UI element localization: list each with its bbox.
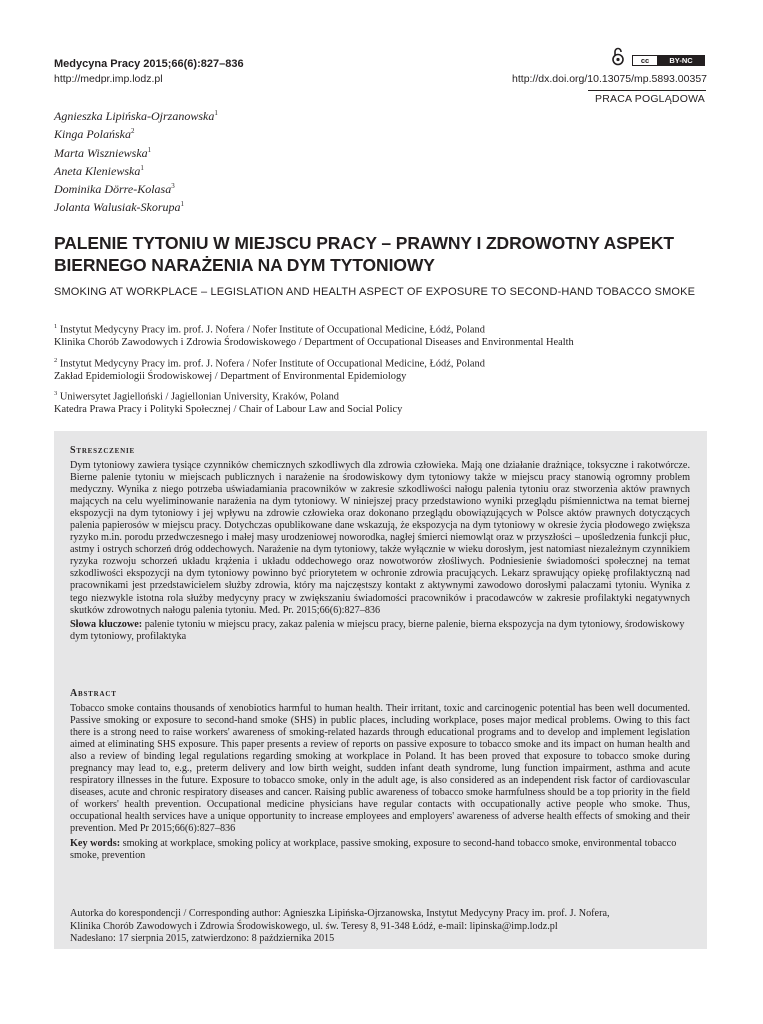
license-label: BY-NC bbox=[658, 56, 704, 65]
streszczenie-section bbox=[70, 445, 690, 643]
keywords-en bbox=[70, 838, 690, 862]
article-title-polish: PALENIE TYTONIU W MIEJSCU PRACY – PRAWNY I ZDROWOTNY ASPEKT BIERNEGO NARAŻENIA NA DYM TYTONIOWY bbox=[54, 233, 674, 275]
author-name: Dominika Dörre-Kolasa bbox=[54, 182, 172, 197]
affiliation-institution: Instytut Medycyny Pracy im. prof. J. Nofera / Nofer Institute of Occupational Medicine, Łódź, Poland bbox=[57, 358, 485, 370]
author-affiliation-mark: 1 bbox=[180, 200, 185, 209]
affiliation-number: 3 bbox=[54, 390, 58, 398]
article-type-label: PRACA POGLĄDOWA bbox=[595, 93, 705, 105]
author-name: Jolanta Walusiak-Skorupa bbox=[54, 200, 181, 215]
affiliation bbox=[54, 321, 714, 350]
author bbox=[54, 106, 218, 124]
keywords-pl-list: palenie tytoniu w miejscu pracy, zakaz palenia w miejscu pracy, bierne palenie, bierna ekspozycja na dym tytoniowy, środowiskowy dym tytoniowy, profilaktyka bbox=[70, 618, 685, 642]
doi-link[interactable]: http://dx.doi.org/10.13075/mp.5893.00357 bbox=[512, 73, 707, 85]
author-list bbox=[54, 106, 218, 216]
cc-license-badge[interactable] bbox=[632, 55, 705, 66]
journal-citation: Medycyna Pracy 2015;66(6):827–836 bbox=[54, 58, 244, 70]
header-divider bbox=[588, 90, 706, 91]
author bbox=[54, 124, 218, 142]
article-title-english: SMOKING AT WORKPLACE – LEGISLATION AND HEALTH ASPECT OF EXPOSURE TO SECOND-HAND TOBACCO SMOKE bbox=[54, 286, 696, 298]
abstract-section bbox=[70, 688, 690, 862]
author bbox=[54, 179, 218, 197]
author-name: Marta Wiszniewska bbox=[54, 145, 148, 160]
affiliation-department: Zakład Epidemiologii Środowiskowej / Department of Environmental Epidemiology bbox=[54, 370, 407, 382]
abstract-heading: Abstract bbox=[70, 688, 117, 699]
abstract-text: Tobacco smoke contains thousands of xenobiotics harmful to human health. Their irritant, toxic and carcinogenic potential has been well documented. Passive smoking or exposure to second-hand smoke (SHS) in public places, including workplace, poses major medical problems. Owing to this fact there is a strong need to raise workers' awareness of smoking-related hazards through educational programs and to develop and implement legislation aimed at eliminating SHS exposure. This paper presents a review of reports on passive exposure to tobacco smoke and its impact on human health and also a review of binding legal regulations regarding smoking at workplace in Poland. It has been proved that exposure to tobacco smoke during pregnancy may lead to, e.g., preterm delivery and low birth weight, sudden infant death syndrome, lung function impairment, asthma and acute respiratory illnesses in the future. Exposure to tobacco smoke, only in the adult age, is also considered as an independent risk factor of cardiovascular diseases, acute and chronic respiratory diseases and cancer. Raising public awareness of tobacco smoke harmfulness should be a top priority in the field of workers' health prevention. Occupational medicine physicians have regular contacts with occupationally active people who smoke. Thus, occupational health services have a unique opportunity to increase employees and employers' awareness of adverse health effects of smoking and their prevention. Med Pr 2015;66(6):827–836 bbox=[70, 703, 690, 835]
keywords-pl-label: Słowa kluczowe: bbox=[70, 618, 143, 630]
author-name: Aneta Kleniewska bbox=[54, 163, 141, 178]
affiliation-department: Katedra Prawa Pracy i Polityki Społecznej / Chair of Labour Law and Social Policy bbox=[54, 404, 403, 416]
author-affiliation-mark: 1 bbox=[140, 163, 144, 172]
correspondence-author: Autorka do korespondencji / Corresponding author: Agnieszka Lipińska-Ojrzanowska, Instytut Medycyny Pracy im. prof. J. Nofera, bbox=[70, 908, 610, 919]
affiliation bbox=[54, 388, 714, 417]
author-name: Kinga Polańska bbox=[54, 127, 131, 142]
author bbox=[54, 197, 218, 215]
affiliation-number: 1 bbox=[54, 323, 58, 330]
affiliation-institution: Instytut Medycyny Pracy im. prof. J. Nofera / Nofer Institute of Occupational Medicine, Łódź, Poland bbox=[57, 324, 485, 336]
affiliation-institution: Uniwersytet Jagielloński / Jagiellonian University, Kraków, Poland bbox=[57, 391, 339, 403]
author bbox=[54, 161, 218, 179]
author-affiliation-mark: 2 bbox=[131, 127, 135, 136]
affiliation-department: Klinika Chorób Zawodowych i Zdrowia Środowiskowego / Department of Occupational Diseases and Environmental Health bbox=[54, 337, 574, 349]
summary-box bbox=[54, 431, 707, 949]
keywords-pl bbox=[70, 619, 690, 643]
streszczenie-text: Dym tytoniowy zawiera tysiące czynników chemicznych szkodliwych dla zdrowia człowieka. Mają one działanie drażniące, toksyczne i rakotwórcze. Bierne palenie tytoniu w miejscach publicznych i narażenie na środowiskowy dym tytoniowy także w miejscu pracy stanowią ogromny problem medyczny. Wynika z niego potrzeba uświadamiania pracowników w zakresie szkodliwości nałogu palenia tytoniu oraz stworzenia aktów prawnych mających na celu wyeliminowanie narażenia na dym tytoniowy. W niniejszej pracy przedstawiono wyniki przeglądu piśmiennictwa na temat biernej ekspozycji na dym tytoniowy i jej wpływu na zdrowie człowieka oraz dokonano przeglądu obowiązujących w Polsce aktów prawnych dotyczących palenia papierosów w miejscu pracy. Dotychczas opublikowane dane wskazują, że ekspozycja na dym tytoniowy w okresie życia płodowego zwiększa ryzyko m.in. porodu przedwczesnego i małej masy urodzeniowej noworodka, nagłej śmierci niemowląt oraz w przyszłości – upośledzenia funkcji płuc, astmy i ostrych schorzeń dróg oddechowych. Narażenie na dym tytoniowy, także wyłącznie w wieku dorosłym, jest natomiast niezależnym czynnikiem ryzyka rozwoju schorzeń układu krążenia i układu oddechowego oraz nowotworów złośliwych. Podniesienie świadomości społecznej na temat szkodliwości ekspozycji na dym tytoniowy powinno być priorytetem w ochronie zdrowia pracujących. Lekarz sprawujący opiekę profilaktyczną nad pracownikami jest przedstawicielem służby zdrowia, który ma najczęstszy kontakt z aktywnymi zawodowo dorosłymi palaczami tytoniu. Wynika z tego niezwykle istotna rola służby medycyny pracy w zwiększaniu świadomości pracowników i pracodawców w zakresie profilaktyki negatywnych skutków zdrowotnych nałogu palenia tytoniu. Med. Pr. 2015;66(6):827–836 bbox=[70, 460, 690, 616]
keywords-en-label: Key words: bbox=[70, 837, 121, 849]
author-affiliation-mark: 3 bbox=[171, 182, 175, 191]
open-access-icon bbox=[611, 46, 625, 66]
affiliations bbox=[54, 321, 714, 422]
streszczenie-heading: Streszczenie bbox=[70, 445, 135, 456]
cc-icon: cc bbox=[633, 56, 658, 65]
correspondence-info bbox=[70, 908, 695, 946]
affiliation bbox=[54, 355, 714, 384]
author-affiliation-mark: 1 bbox=[147, 145, 152, 154]
affiliation-number: 2 bbox=[54, 356, 58, 364]
author bbox=[54, 143, 218, 161]
submission-dates: Nadesłano: 17 sierpnia 2015, zatwierdzono: 8 października 2015 bbox=[70, 933, 335, 945]
keywords-en-list: smoking at workplace, smoking policy at workplace, passive smoking, exposure to second-hand tobacco smoke, environmental tobacco smoke, prevention bbox=[70, 837, 677, 861]
author-name: Agnieszka Lipińska-Ojrzanowska bbox=[54, 109, 215, 123]
journal-url-link[interactable]: http://medpr.imp.lodz.pl bbox=[54, 73, 163, 85]
author-affiliation-mark: 1 bbox=[214, 109, 218, 117]
correspondence-address: Klinika Chorób Zawodowych i Zdrowia Środowiskowego, ul. św. Teresy 8, 91-348 Łódź, e-mail: lipinska@imp.lodz.pl bbox=[70, 920, 558, 932]
